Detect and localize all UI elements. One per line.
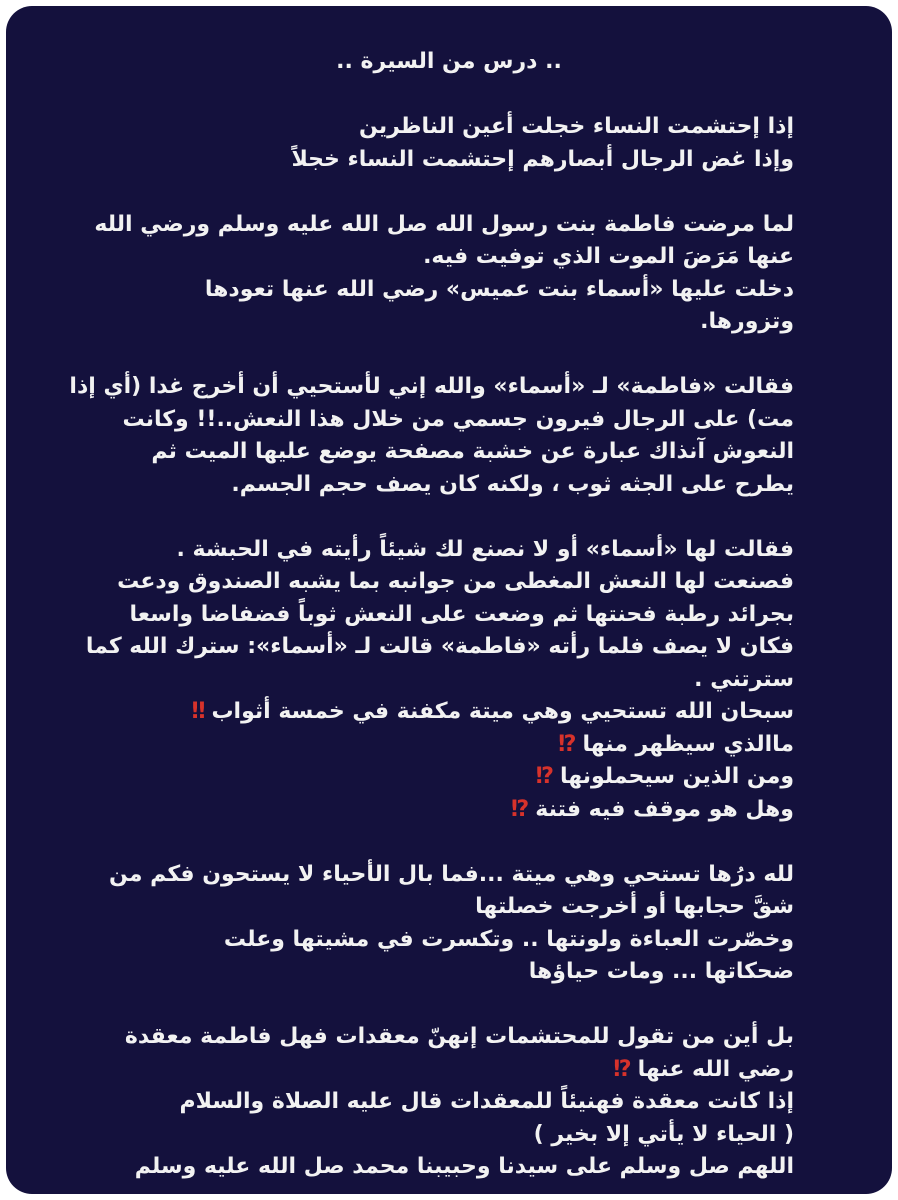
- text-line: [104, 696, 794, 729]
- paragraph: [104, 111, 794, 176]
- line-text: فقالت «فاطمة» لـ «أسماء» والله إني لأستحيي أن أخرج غدا (أي إذا: [69, 374, 794, 399]
- text-line: [94, 209, 794, 242]
- text-line: [104, 1086, 794, 1119]
- line-text: سترتني .: [694, 666, 794, 692]
- text-line: [104, 1119, 794, 1152]
- paragraph: [104, 859, 794, 989]
- line-text: شقَّ حجابها أو أخرجت خصلتها: [475, 894, 794, 919]
- paragraph: [94, 209, 794, 339]
- line-text: ( الحياء لا يأتي إلا بخير ): [533, 1121, 794, 1147]
- line-text: إذا كانت معقدة فهنيئاً للمعقدات قال عليه الصلاة والسلام: [179, 1089, 794, 1114]
- line-text: بجرائد رطبة فحنتها ثم وضعت على النعش ثوباً فضفاضا واسعا: [129, 601, 794, 627]
- line-text: إذا إحتشمت النساء خجلت أعين الناظرين: [359, 114, 794, 139]
- line-text: ضحكاتها ... ومات حياؤها: [528, 959, 794, 984]
- text-line: [104, 859, 794, 892]
- text-line: [104, 1151, 794, 1184]
- text-line: [104, 924, 794, 957]
- exclamation-mark-icon: ⁉: [535, 764, 554, 789]
- paragraph: [69, 371, 794, 501]
- line-text: وإذا غض الرجال أبصارهم إحتشمت النساء خجلاً: [291, 146, 794, 172]
- spacer: [104, 826, 794, 859]
- paragraph: [104, 1021, 794, 1184]
- line-text: مت) على الرجال فيرون جسمي من خلال هذا النعش..!! وكانت: [122, 406, 794, 432]
- line-text: دخلت عليها «أسماء بنت عميس» رضي الله عنها تعودها: [204, 276, 794, 302]
- text-line: [104, 241, 794, 274]
- exclamation-mark-icon: ⁉: [511, 796, 530, 822]
- line-text: وتزورها.: [700, 309, 794, 334]
- text-line: [104, 274, 794, 307]
- paragraph: [85, 534, 794, 827]
- text-line: [104, 794, 794, 827]
- spacer: [104, 176, 794, 209]
- line-text: فكان لا يصف فلما رأته «فاطمة» قالت لـ «أسماء»: سترك الله كما: [85, 634, 794, 659]
- line-text: ومن الذين سيحملونها: [559, 764, 794, 789]
- spacer: [104, 79, 794, 112]
- spacer: [104, 339, 794, 372]
- text-line: [85, 631, 794, 664]
- line-text: سبحان الله تستحيي وهي ميتة مكفنة في خمسة أثواب: [211, 699, 794, 724]
- line-text: يطرح على الجثه ثوب ، ولكنه كان يصف حجم الجسم.: [231, 471, 794, 497]
- text-line: [104, 436, 794, 469]
- text-line: [104, 111, 794, 144]
- text-line: [104, 891, 794, 924]
- line-text: عنها مَرَضَ الموت الذي توفيت فيه.: [423, 244, 794, 269]
- text-line: [104, 469, 794, 502]
- line-text: رضي الله عنها: [637, 1056, 794, 1082]
- text-line: [69, 371, 794, 404]
- line-text: اللهم صل وسلم على سيدنا وحبيبنا محمد صل الله عليه وسلم: [134, 1154, 794, 1179]
- spacer: [104, 501, 794, 534]
- text-line: [104, 1021, 794, 1054]
- exclamation-mark-icon: ‼: [191, 699, 206, 724]
- line-text: لله درُها تستحي وهي ميتة ...فما بال الأحياء لا يستحون فكم من: [109, 861, 794, 887]
- post-body: [69, 111, 794, 1184]
- exclamation-mark-icon: ⁉: [558, 731, 577, 757]
- line-text: وخصّرت العباءة ولونتها .. وتكسرت في مشيتها وعلت: [223, 926, 794, 952]
- text-line: [104, 1054, 794, 1087]
- text-line: [104, 144, 794, 177]
- text-line: [104, 761, 794, 794]
- text-line: [104, 956, 794, 989]
- exclamation-mark-icon: ⁉: [613, 1056, 632, 1082]
- text-line: [104, 729, 794, 762]
- line-text: فصنعت لها النعش المغطى من جوانبه بما يشبه الصندوق ودعت: [117, 569, 794, 594]
- text-line: [104, 664, 794, 697]
- line-text: لما مرضت فاطمة بنت رسول الله صل الله عليه وسلم ورضي الله: [94, 211, 794, 237]
- text-line: [104, 404, 794, 437]
- line-text: النعوش آنذاك عبارة عن خشبة مصفحة يوضع عليها الميت ثم: [151, 439, 794, 464]
- text-line: [104, 306, 794, 339]
- spacer: [104, 989, 794, 1022]
- post-title: .. درس من السيرة ..: [336, 49, 562, 74]
- post-card: [6, 6, 892, 1194]
- text-line: [104, 599, 794, 632]
- line-text: ماالذي سيظهر منها: [582, 731, 794, 757]
- line-text: وهل هو موقف فيه فتنة: [535, 796, 794, 822]
- text-line: [104, 566, 794, 599]
- line-text: فقالت لها «أسماء» أو لا نصنع لك شيئاً رأيته في الحبشة .: [176, 536, 794, 562]
- text-line: [104, 534, 794, 567]
- line-text: بل أين من تقول للمحتشمات إنهنّ معقدات فهل فاطمة معقدة: [124, 1024, 794, 1049]
